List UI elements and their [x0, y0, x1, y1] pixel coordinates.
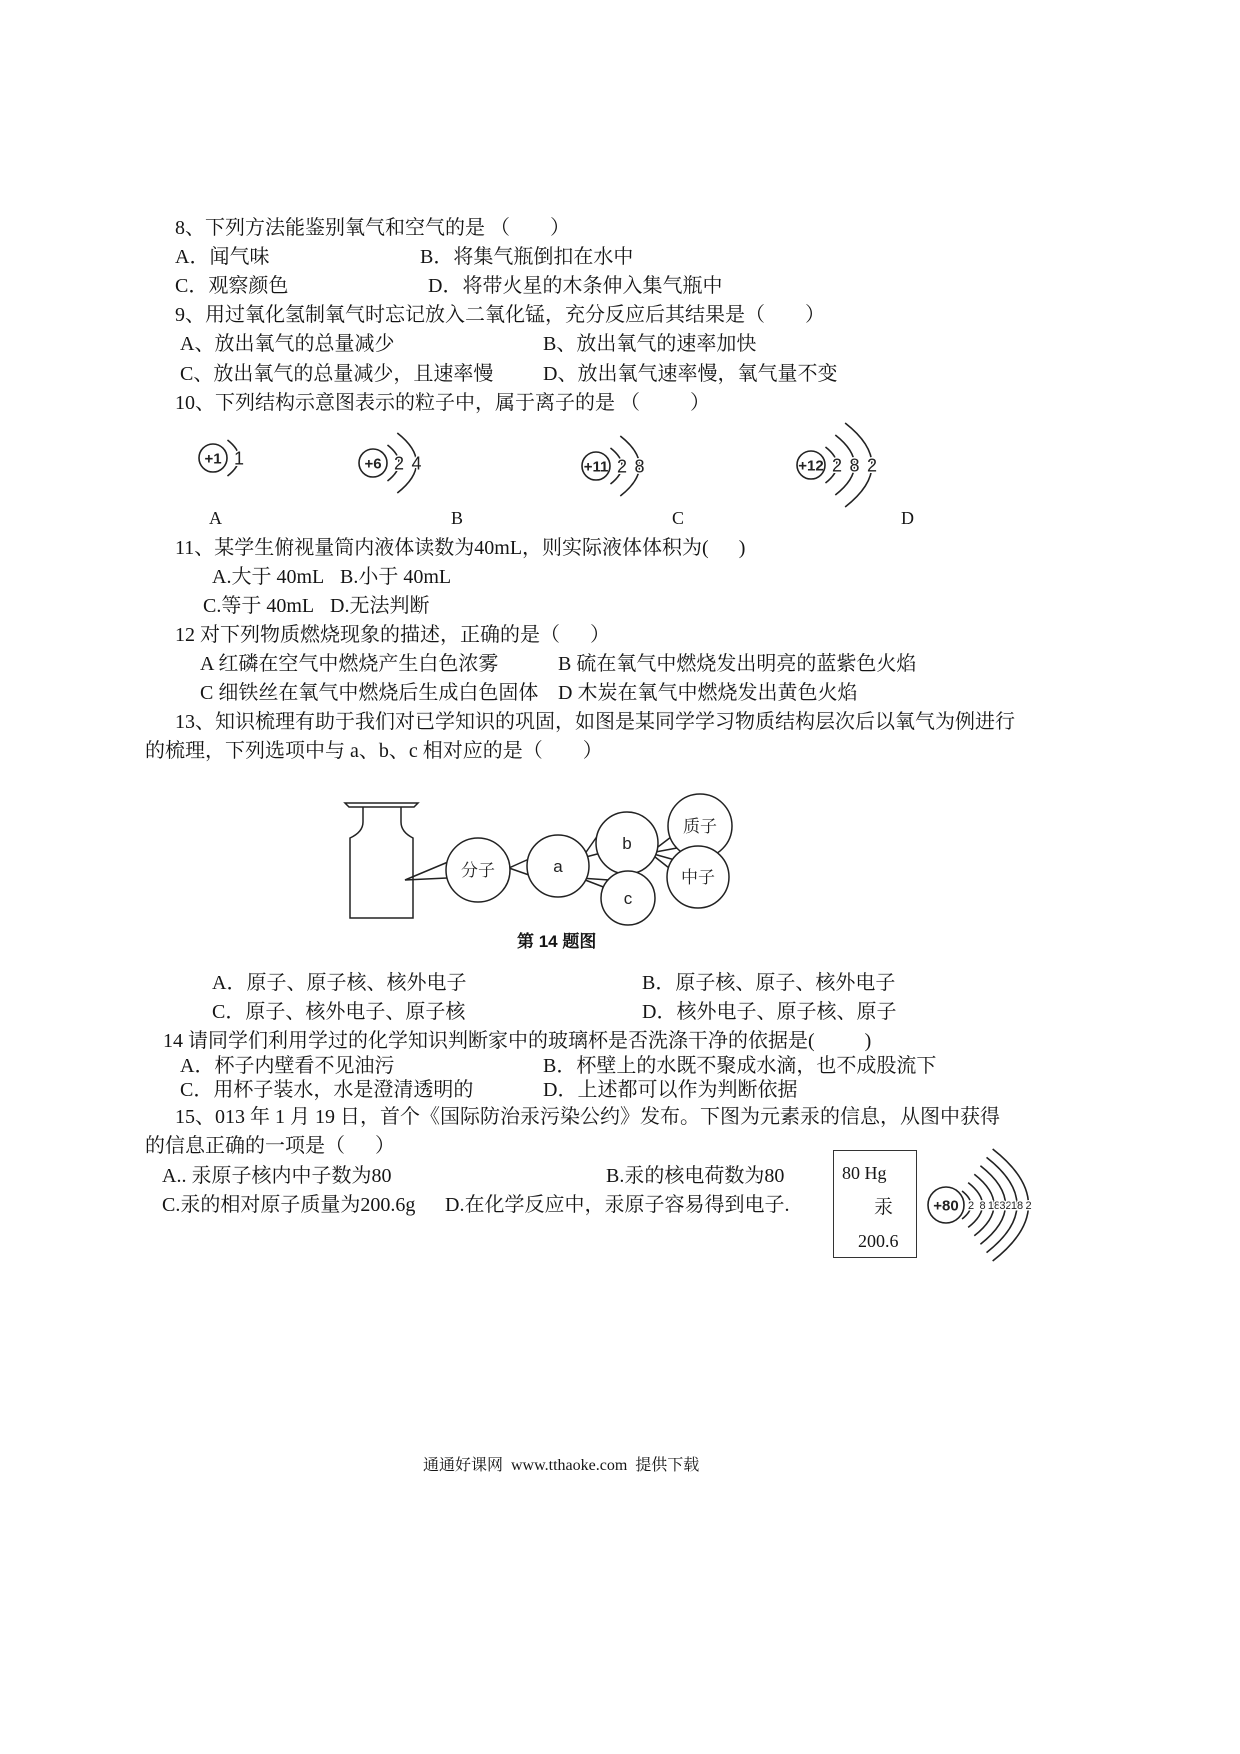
element-card-mercury: [833, 1150, 917, 1258]
q14-option-d: D．上述都可以作为判断依据: [543, 1079, 798, 1101]
q8-option-b: B．将集气瓶倒扣在水中: [420, 246, 634, 268]
q10-label-c: C: [672, 508, 685, 528]
c-label: c: [623, 889, 633, 908]
electron-count: 2: [1025, 1199, 1032, 1212]
atom-diagram-b: [350, 413, 460, 513]
neutron-label: 中子: [681, 868, 715, 887]
electron-count: 18: [1010, 1199, 1024, 1212]
q10-stem: 10、下列结构示意图表示的粒子中，属于离子的是 （ ）: [175, 392, 710, 414]
q13-stem-line-1: 13、知识梳理有助于我们对已学知识的巩固，如图是某同学学习物质结构层次后以氧气为例进行: [175, 711, 1015, 733]
nucleus-charge: +12: [798, 457, 824, 475]
gas-bottle: [350, 807, 413, 918]
q15-stem-line-2: 的信息正确的一项是（ ）: [145, 1135, 395, 1157]
q13-stem-line-2: 的梳理，下列选项中与 a、b、c 相对应的是（ ）: [145, 740, 603, 762]
element-symbol: Hg: [864, 1163, 887, 1183]
q8-stem: 8、下列方法能鉴别氧气和空气的是 （ ）: [175, 217, 570, 239]
q13-option-b: B．原子核、原子、核外电子: [642, 972, 896, 994]
q9-stem: 9、用过氧化氢制氧气时忘记放入二氧化锰，充分反应后其结果是（ ）: [175, 304, 825, 326]
nucleus-charge: +11: [583, 458, 609, 476]
electron-count: 2: [866, 455, 878, 476]
q13-option-d: D．核外电子、原子核、原子: [642, 1001, 897, 1023]
atom-diagram-d: [788, 415, 898, 515]
pointer-molecule-to-bottle: [405, 862, 448, 880]
structure-levels-diagram: [330, 790, 760, 930]
electron-count: 2: [393, 453, 405, 474]
q9-option-b: B、放出氧气的速率加快: [543, 333, 757, 355]
q8-option-c: C．观察颜色: [175, 275, 289, 297]
electron-count: 4: [411, 453, 422, 474]
element-number-symbol: [842, 1163, 887, 1183]
figure-caption: 第 14 题图: [517, 932, 597, 951]
nucleus-charge: +80: [933, 1197, 959, 1215]
element-name: 汞: [874, 1197, 894, 1218]
q14-option-a: A．杯子内壁看不见油污: [180, 1055, 395, 1077]
q8-option-d: D．将带火星的木条伸入集气瓶中: [428, 275, 723, 297]
pointer-a-to-molecule: [509, 859, 529, 875]
q10-label-b: B: [451, 508, 464, 528]
nucleus-charge: +6: [364, 455, 382, 473]
q11-stem: 11、某学生俯视量筒内液体读数为40mL，则实际液体体积为( ): [175, 537, 746, 559]
q15-option-c: C.汞的相对原子质量为200.6g: [162, 1194, 416, 1216]
q14-option-c: C．用杯子装水，水是澄清透明的: [180, 1079, 474, 1101]
q8-option-a: A．闻气味: [175, 246, 270, 268]
electron-count: 18: [987, 1199, 1001, 1212]
proton-label: 质子: [683, 817, 717, 836]
q12-stem: 12 对下列物质燃烧现象的描述，正确的是（ ）: [175, 624, 610, 646]
electron-count: 2: [831, 455, 843, 476]
q11-option-d: D.无法判断: [330, 595, 430, 617]
q11-option-c: C.等于 40mL: [203, 595, 315, 617]
q12-option-d: D 木炭在氧气中燃烧发出黄色火焰: [558, 682, 858, 704]
electron-count: 8: [634, 456, 645, 477]
q12-option-a: A 红磷在空气中燃烧产生白色浓雾: [200, 653, 499, 675]
page-footer: 通通好课网 www.tthaoke.com 提供下载: [423, 1457, 700, 1474]
atomic-mass: 200.6: [858, 1231, 899, 1251]
molecule-label: 分子: [461, 861, 495, 880]
q13-option-a: A．原子、原子核、核外电子: [212, 972, 467, 994]
q15-stem-line-1: 15、013 年 1 月 19 日，首个《国际防治汞污染公约》发布。下图为元素汞的信息，从图中获得: [175, 1106, 1000, 1128]
q9-option-c: C、放出氧气的总量减少，且速率慢: [180, 363, 494, 385]
atom-diagram-c: [573, 416, 683, 516]
q15-option-d: D.在化学反应中，汞原子容易得到电子.: [445, 1194, 790, 1216]
q14-option-b: B．杯壁上的水既不聚成水滴，也不成股流下: [543, 1055, 937, 1077]
q12-option-b: B 硫在氧气中燃烧发出明亮的蓝紫色火焰: [558, 653, 917, 675]
q10-label-d: D: [901, 508, 914, 528]
mercury-atom-diagram: [920, 1145, 1045, 1265]
q15-option-a: A.. 汞原子核内中子数为80: [162, 1165, 392, 1187]
electron-count: 8: [849, 455, 860, 476]
q9-option-a: A、放出氧气的总量减少: [180, 333, 395, 355]
q10-label-a: A: [209, 508, 222, 528]
q11-option-b: B.小于 40mL: [340, 566, 452, 588]
q9-option-d: D、放出氧气速率慢，氧气量不变: [543, 363, 838, 385]
q14-stem: 14 请同学们利用学过的化学知识判断家中的玻璃杯是否洗涤干净的依据是( ): [163, 1030, 872, 1052]
bottle-lid: [345, 803, 418, 807]
nucleus-charge: +1: [204, 450, 222, 468]
electron-count: 32: [999, 1199, 1012, 1212]
q11-option-a: A.大于 40mL: [212, 566, 325, 588]
electron-count: 2: [616, 456, 628, 477]
atomic-number: 80: [842, 1163, 860, 1183]
electron-count: 2: [967, 1199, 975, 1212]
q15-option-b: B.汞的核电荷数为80: [606, 1165, 785, 1187]
b-label: b: [622, 834, 632, 853]
electron-count: 1: [233, 448, 245, 469]
a-label: a: [553, 857, 563, 876]
q13-option-c: C．原子、核外电子、原子核: [212, 1001, 466, 1023]
electron-count: 8: [979, 1199, 986, 1212]
atom-diagram-a: [190, 408, 300, 508]
q12-option-c: C 细铁丝在氧气中燃烧后生成白色固体: [200, 682, 539, 704]
